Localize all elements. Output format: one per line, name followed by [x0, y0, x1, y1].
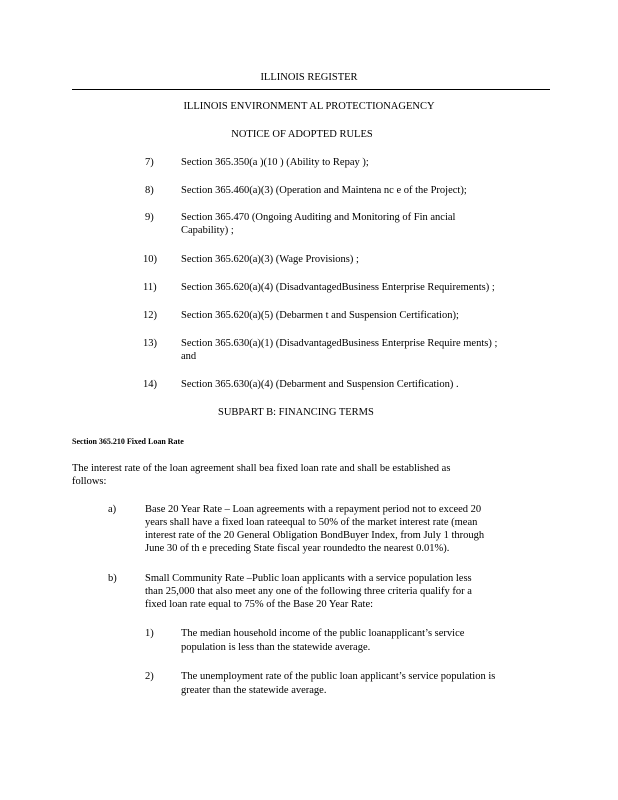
- item-text: Section 365.460(a)(3) (Operation and Maintena nc e of the Project);: [181, 185, 467, 196]
- item-text: Section 365.620(a)(4) (DisadvantagedBusiness Enterprise Requirements) ;: [181, 282, 495, 293]
- intro-line: follows:: [72, 476, 107, 487]
- para-a-line: Base 20 Year Rate – Loan agreements with a repayment period not to exceed 20: [145, 504, 482, 515]
- item-number: 7): [145, 157, 154, 168]
- para-b-line: fixed loan rate equal to 75% of the Base 20 Year Rate:: [145, 599, 374, 610]
- item-text-continued: and: [181, 351, 197, 362]
- para-b-line: Small Community Rate –Public loan applicants with a service population less: [145, 573, 472, 584]
- item-text: Section 365.630(a)(4) (Debarment and Suspension Certification) .: [181, 379, 459, 390]
- item-number: 14): [143, 379, 157, 390]
- item-text: Section 365.630(a)(1) (DisadvantagedBusiness Enterprise Require ments) ;: [181, 338, 498, 349]
- sub-1-label: 1): [145, 628, 154, 639]
- para-a-label: a): [108, 504, 117, 515]
- item-text: Section 365.470 (Ongoing Auditing and Monitoring of Fin ancial: [181, 212, 456, 223]
- sub-2-line: The unemployment rate of the public loan applicant’s service population is: [181, 671, 496, 682]
- item-number: 8): [145, 185, 154, 196]
- para-b-label: b): [108, 573, 117, 584]
- para-a-line: interest rate of the 20 General Obligation BondBuyer Index, from July 1 through: [145, 530, 485, 541]
- item-number: 10): [143, 254, 157, 265]
- sub-2-line: greater than the statewide average.: [181, 685, 327, 696]
- para-a-line: years shall have a fixed loan rateequal to 50% of the market interest rate (mean: [145, 517, 478, 528]
- section-heading: Section 365.210 Fixed Loan Rate: [72, 437, 184, 446]
- register-title: ILLINOIS REGISTER: [260, 72, 358, 83]
- sub-1-line: The median household income of the public loanapplicant’s service: [181, 628, 465, 639]
- item-text: Section 365.350(a )(10 ) (Ability to Repay );: [181, 157, 369, 168]
- para-a-line: June 30 of th e preceding State fiscal year roundedto the nearest 0.01%).: [145, 543, 450, 554]
- item-text-continued: Capability) ;: [181, 225, 234, 236]
- item-text: Section 365.620(a)(3) (Wage Provisions) ;: [181, 254, 359, 265]
- agency-name: ILLINOIS ENVIRONMENT AL PROTECTIONAGENCY: [183, 101, 435, 112]
- header-rule: [72, 89, 550, 90]
- notice-title: NOTICE OF ADOPTED RULES: [231, 129, 373, 140]
- item-number: 13): [143, 338, 157, 349]
- item-number: 9): [145, 212, 154, 223]
- intro-line: The interest rate of the loan agreement shall bea fixed loan rate and shall be established as: [72, 463, 451, 474]
- para-b-line: than 25,000 that also meet any one of the following three criteria qualify for a: [145, 586, 472, 597]
- item-number: 11): [143, 282, 157, 293]
- sub-1-line: population is less than the statewide average.: [181, 642, 371, 653]
- sub-2-label: 2): [145, 671, 154, 682]
- item-number: 12): [143, 310, 157, 321]
- item-text: Section 365.620(a)(5) (Debarmen t and Suspension Certification);: [181, 310, 459, 321]
- subpart-heading: SUBPART B: FINANCING TERMS: [218, 407, 374, 418]
